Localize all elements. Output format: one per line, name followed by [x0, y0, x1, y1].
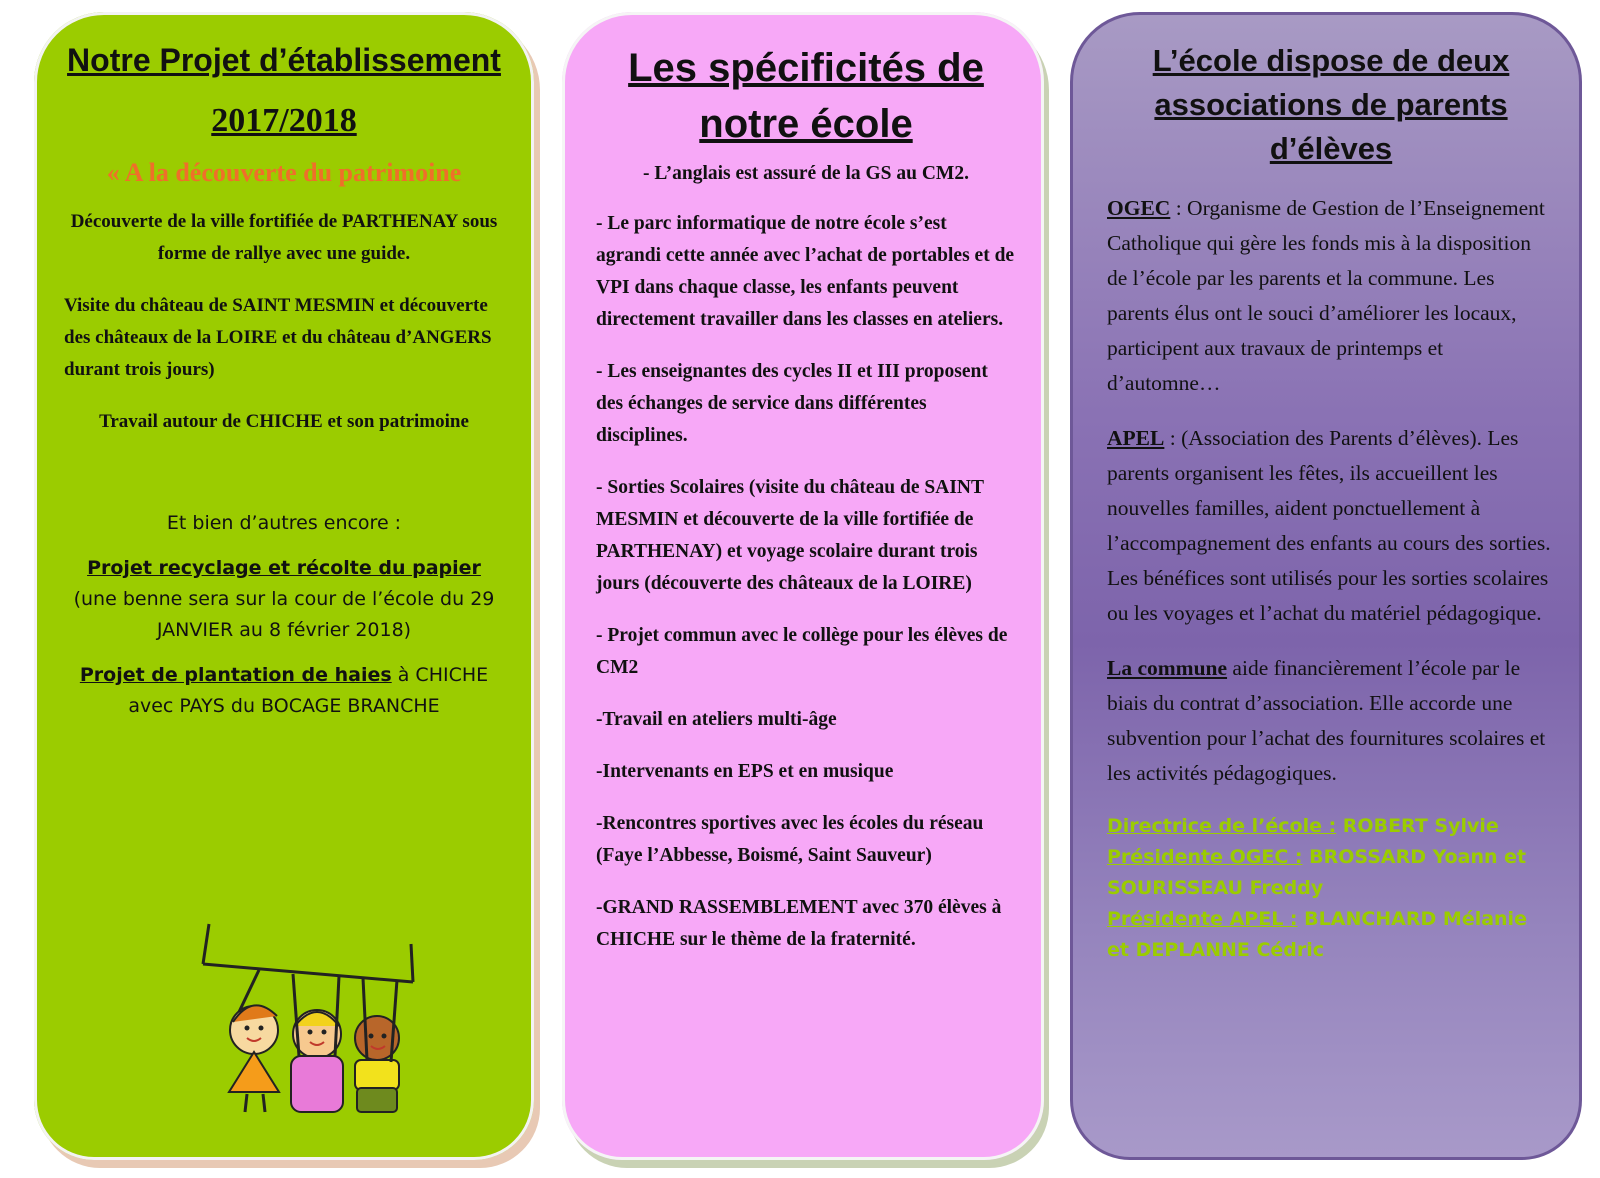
contact-label: Présidente APEL : [1107, 908, 1298, 930]
commune-text: aide financièrement l’école par le biais du contrat d’association. Elle accorde une subvention pour l’achat des fournitures scolaires et les activités pédagogiques. [1107, 656, 1546, 785]
project-title: Notre Projet d’établissement [67, 42, 501, 78]
list-item: - Le parc informatique de notre école s’est agrandi cette année avec l’achat de portables et de VPI dans chaque classe, les enfants peuvent directement travailler dans les classes en ateliers. [596, 213, 1015, 330]
commune-label: La commune [1107, 656, 1228, 680]
list-item: - Les enseignantes des cycles II et III proposent des échanges de service dans différentes disciplines. [596, 361, 988, 446]
parent-associations-panel [1070, 12, 1582, 1160]
project-theme: « A la découverte du patrimoine [106, 158, 462, 187]
contact-label: Directrice de l’école : [1107, 815, 1337, 837]
recycling-project [64, 553, 504, 646]
contact-director [1107, 811, 1555, 842]
ogec-label: OGEC [1107, 196, 1171, 220]
ogec-paragraph [1107, 191, 1555, 401]
school-specifics-panel [562, 12, 1044, 1160]
more-projects-label: Et bien d’autres encore : [166, 512, 402, 534]
contact-label: Présidente OGEC : [1107, 846, 1303, 868]
project-year: 2017/2018 [211, 102, 357, 139]
contact-value: BROSSARD Yoann et SOURISSEAU Freddy [1107, 846, 1527, 899]
specifics-list [596, 158, 1016, 956]
project-item-chateaux: Visite du château de SAINT MESMIN et découverte des châteaux de la LOIRE et du château d’ANGERS durant trois jours) [64, 295, 492, 380]
contact-ogec-president [1107, 842, 1555, 904]
three-children-holding-banner-icon [199, 922, 419, 1132]
list-item: -Intervenants en EPS et en musique [596, 761, 894, 782]
recycling-project-title: Projet recyclage et récolte du papier [87, 557, 481, 579]
list-item: -GRAND RASSEMBLEMENT avec 370 élèves à CHICHE sur le thème de la fraternité. [596, 897, 1002, 950]
project-item-chiche: Travail autour de CHICHE et son patrimoine [99, 411, 469, 432]
list-item: -Travail en ateliers multi-âge [596, 709, 837, 730]
list-item: - L’anglais est assuré de la GS au CM2. [643, 163, 969, 184]
contact-apel-president [1107, 904, 1555, 966]
contact-value: ROBERT Sylvie [1336, 815, 1499, 837]
commune-paragraph [1107, 651, 1555, 791]
list-item: - Projet commun avec le collège pour les élèves de CM2 [596, 625, 1008, 678]
hedge-project-text: à CHICHE avec PAYS du BOCAGE BRANCHE [128, 664, 489, 717]
list-item: - Sorties Scolaires (visite du château de SAINT MESMIN et découverte de la ville fortifiée de PARTHENAY) et voyage scolaire durant trois jours (découverte des châteaux de la LOIRE) [596, 477, 984, 594]
associations-title: L’école dispose de deux associations de parents d’élèves [1152, 43, 1510, 166]
project-item-parthenay: Découverte de la ville fortifiée de PARTHENAY sous forme de rallye avec une guide. [70, 211, 498, 264]
contact-value: BLANCHARD Mélanie et DEPLANNE Cédric [1107, 908, 1527, 961]
apel-label: APEL [1107, 426, 1165, 450]
hedge-project [64, 660, 504, 722]
recycling-project-text: (une benne sera sur la cour de l’école du 29 JANVIER au 8 février 2018) [73, 588, 495, 641]
hedge-project-title: Projet de plantation de haies [79, 664, 392, 686]
apel-text: : (Association des Parents d’élèves). Les parents organisent les fêtes, ils accueillent les nouvelles familles, aident ponctuellement à l’accompagnement des enfants au cours des sorties. Les bénéfices sont utilisés pour les sorties scolaires ou les voyages et l’achat du matériel pédagogique. [1107, 426, 1551, 625]
school-project-panel [34, 12, 534, 1160]
list-item: -Rencontres sportives avec les écoles du réseau (Faye l’Abbesse, Boismé, Saint Sauveur) [596, 813, 984, 866]
specifics-title: Les spécificités de notre école [628, 46, 984, 146]
ogec-text: : Organisme de Gestion de l’Enseignement Catholique qui gère les fonds mis à la disposition de l’école par les parents et la commune. Les parents élus ont le souci d’améliorer les locaux, participent aux travaux de printemps et d’automne… [1107, 196, 1545, 395]
apel-paragraph [1107, 421, 1555, 631]
